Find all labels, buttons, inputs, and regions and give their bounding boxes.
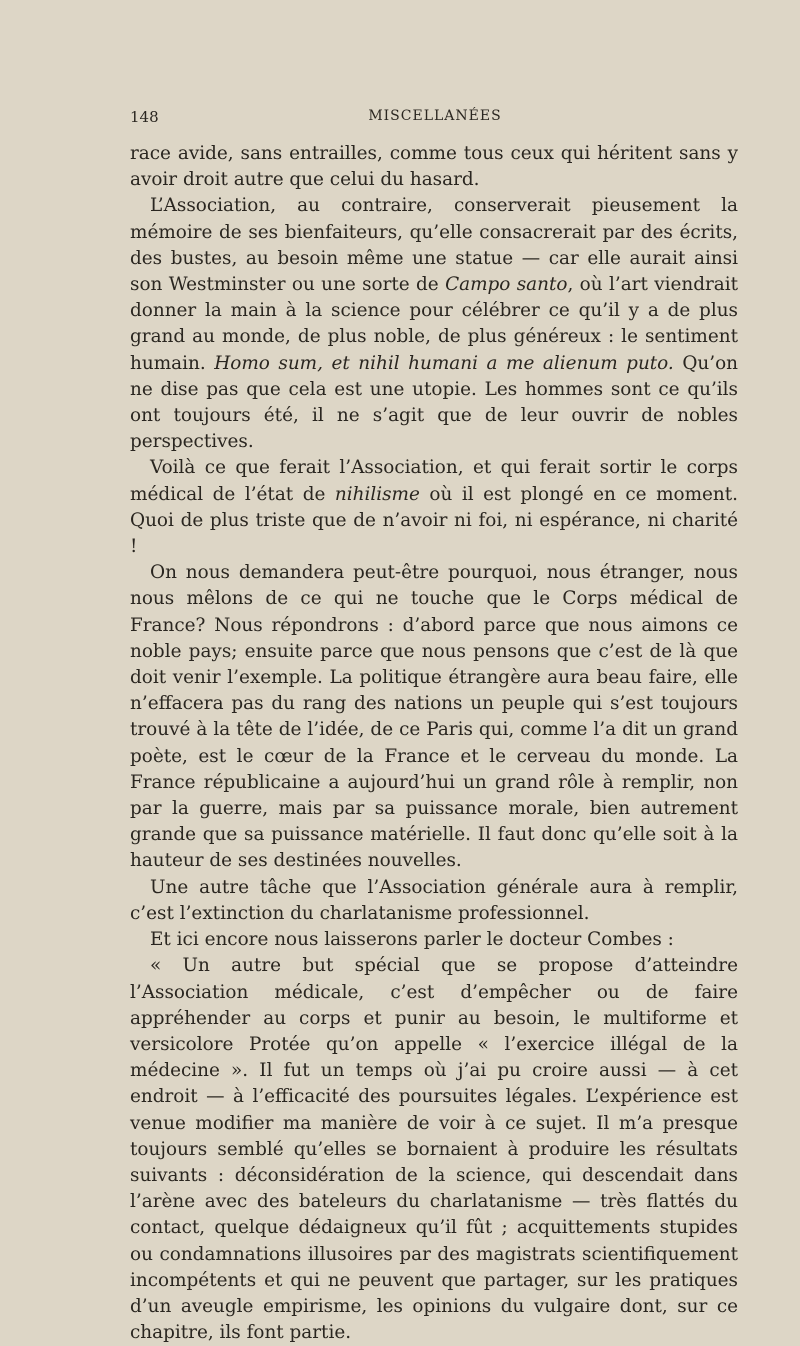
paragraph [130, 953, 738, 1346]
text-segment: « Un autre but spécial que se propose d’atteindre l’Association médicale, c’est d’empêcher ou de faire appréhender au corps et punir au besoin, le multiforme et versicolore Protée qu’on appelle « l’exercice illégal de la médecine ». Il fut un temps où j’ai pu croire aussi — à cet endroit — à l’efficacité des poursuites légales. L’expérience est venue modifier ma manière de voir à ce sujet. Il m’a presque toujours semblé qu’elles se bornaient à produire les résultats suivants : déconsidération de la science, qui descendait dans l’arène avec des bateleurs du charlatanisme — très flattés du contact, quelque dédaigneux qu’il fût ; acquittements stupides ou condamnations illusoires par des magistrats scientifiquement incompétents et qui ne peuvent que partager, sur les pratiques d’un aveugle empirisme, les opinions du vulgaire dont, sur ce chapitre, ils font partie. [130, 955, 738, 1344]
text-segment: Qu’on ne dise pas que cela est une utopie. Les hommes sont ce qu’ils ont toujours été, il ne s’agit que de leur ouvrir de nobles perspectives. [130, 352, 739, 453]
paragraph [130, 560, 738, 874]
italic-text: nihilisme [334, 483, 420, 505]
text-segment: L’Association, au contraire, conserverait pieusement la mémoire de ses bienfaiteurs, qu’elle consacrerait par des écrits, des bustes, au besoin même une statue — car elle aurait ainsi son Westminster ou une sorte de [130, 195, 738, 296]
italic-text: Homo sum, et nihil humani a me alienum puto. [214, 352, 674, 374]
text-segment: On nous demandera peut-être pourquoi, nous étranger, nous nous mêlons de ce qui ne touche que le Corps médical de France? Nous répondrons : d’abord parce que nous aimons ce noble pays; ensuite parce que nous pensons que c’est de là que doit venir l’exemple. La politique étrangère aura beau faire, elle n’effacera pas du rang des nations un peuple qui s’est toujours trouvé à la tête de l’idée, de ce Paris qui, comme l’a dit un grand poète, est le cœur de la France et le cerveau du monde. La France républicaine a aujourd’hui un grand rôle à remplir, non par la guerre, mais par sa puissance morale, bien autrement grande que sa puissance matérielle. Il faut donc qu’elle soit à la hauteur de ses destinées nouvelles. [130, 562, 738, 872]
paragraph [130, 927, 738, 953]
text-segment: Et ici encore nous laisserons parler le docteur Combes : [150, 929, 674, 951]
page-header [130, 108, 740, 130]
running-title: MISCELLANÉES [368, 108, 502, 124]
body-text [130, 141, 738, 1346]
text-segment: où il est plongé en ce moment. Quoi de plus triste que de n’avoir ni foi, ni espérance, ni charité ! [130, 483, 738, 558]
text-segment: race avide, sans entrailles, comme tous ceux qui héritent sans y avoir droit autre que celui du hasard. [130, 143, 738, 191]
paragraph [130, 141, 738, 193]
paragraph [130, 193, 738, 455]
text-segment: Voilà ce que ferait l’Association, et qui ferait sortir le corps médical de l’état de [130, 457, 738, 505]
paragraph [130, 875, 738, 927]
text-segment: Une autre tâche que l’Association générale aura à remplir, c’est l’extinction du charlatanisme professionnel. [130, 876, 738, 924]
page-number: 148 [130, 108, 159, 126]
paragraph [130, 455, 738, 560]
italic-text: Campo santo [445, 274, 568, 296]
text-segment: , où l’art viendrait donner la main à la science pour célébrer ce qu’il y a de plus grand au monde, de plus noble, de plus généreux : le sentiment humain. [130, 274, 739, 374]
